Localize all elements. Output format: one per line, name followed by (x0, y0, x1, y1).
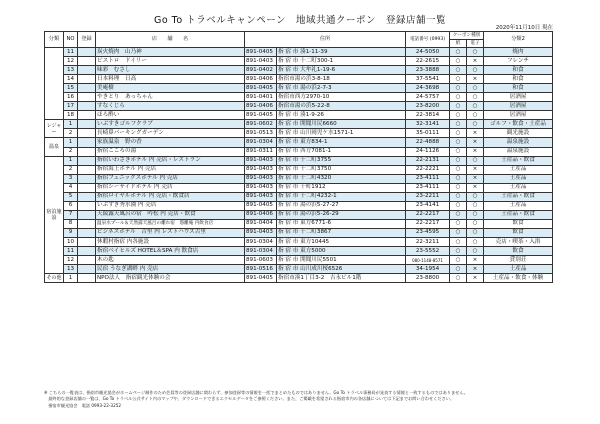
category2: 和食 (484, 84, 553, 93)
address: 指 宿 市 開聞川尻6660 (277, 120, 406, 129)
table-row (45, 237, 553, 246)
coupon-electronic: × (467, 147, 484, 156)
category2: 温泉施設 (484, 147, 553, 156)
row-touroku (78, 237, 96, 246)
shop-name: 天綾露天風呂の宿 吟松 内 売店・飲食 (96, 210, 245, 219)
shop-name: 長崎鼻パーキングガーデン (96, 129, 245, 138)
table-row (45, 75, 553, 84)
shop-name: 美庵樹 (96, 84, 245, 93)
zip-code: 891-0403 (245, 174, 277, 183)
coupon-paper: ○ (450, 183, 467, 192)
coupon-electronic: ○ (467, 120, 484, 129)
phone: 23-4111 (406, 183, 450, 192)
shop-name: 炭火焼肉 山乃神 (96, 48, 245, 57)
coupon-electronic: ○ (467, 111, 484, 120)
address: 指 宿 市 大牟礼1-19-6 (277, 66, 406, 75)
category2: 飲食 (484, 219, 553, 228)
category2: 居酒屋 (484, 111, 553, 120)
row-no: 12 (64, 256, 78, 265)
zip-code: 891-0401 (245, 93, 277, 102)
coupon-paper: ○ (450, 138, 467, 147)
table-row (45, 256, 553, 265)
address: 指宿市湯の浜3-8-18 (277, 75, 406, 84)
phone: 22-2131 (406, 156, 450, 165)
row-touroku (78, 156, 96, 165)
coupon-electronic: ○ (467, 201, 484, 210)
shop-name: 家族温泉 野の香 (96, 138, 245, 147)
coupon-paper: ○ (450, 265, 467, 274)
coupon-electronic: ○ (467, 247, 484, 256)
shop-name: 民宿 うなぎ湖畔 内 売店 (96, 265, 245, 274)
shop-name: ほろ酔い (96, 111, 245, 120)
row-no: 1 (64, 138, 78, 147)
zip-code: 891-0403 (245, 192, 277, 201)
row-no: 11 (64, 247, 78, 256)
coupon-paper: ○ (450, 219, 467, 228)
table-row (45, 274, 553, 283)
shop-name: いぶすき秀水園 内 売店 (96, 201, 245, 210)
table-row (45, 156, 553, 165)
address: 指 宿 市 湯の浜5-26-29 (277, 210, 406, 219)
coupon-electronic: × (467, 256, 484, 265)
zip-code: 891-0603 (245, 256, 277, 265)
row-touroku (78, 147, 96, 156)
zip-code: 891-0406 (245, 102, 277, 111)
shop-name: 休暇村指宿 内各施設 (96, 237, 245, 246)
coupon-paper: ○ (450, 120, 467, 129)
table-row (45, 129, 553, 138)
category2: 土産品・飲食・体験 (484, 274, 553, 283)
coupon-electronic: ○ (467, 102, 484, 111)
shop-name: やきとり あっちゃん (96, 93, 245, 102)
phone: 24-5757 (406, 93, 450, 102)
header-shop: 店 舗 名 (96, 32, 245, 48)
header-electronic: 電子 (467, 40, 484, 48)
table-row (45, 228, 553, 237)
table-row (45, 174, 553, 183)
phone: 22-3814 (406, 111, 450, 120)
shop-name: 木の匙 (96, 256, 245, 265)
zip-code: 891-0304 (245, 237, 277, 246)
coupon-paper: ○ (450, 129, 467, 138)
table-row (45, 192, 553, 201)
address: 指 宿 市 十二町300-1 (277, 57, 406, 66)
row-touroku (78, 120, 96, 129)
coupon-electronic: × (467, 129, 484, 138)
phone: 23-8200 (406, 102, 450, 111)
zip-code: 891-0405 (245, 48, 277, 57)
table-row (45, 138, 553, 147)
zip-code: 891-0402 (245, 66, 277, 75)
phone: 23-4111 (406, 174, 450, 183)
shop-name: 指宿いわさきホテル 内 売店・レストラン (96, 156, 245, 165)
address: 指 宿 市 湯の浜2-7-3 (277, 84, 406, 93)
category-cell: レジャー (45, 120, 64, 138)
zip-code: 891-0304 (245, 247, 277, 256)
coupon-electronic: ○ (467, 84, 484, 93)
zip-code: 891-0602 (245, 120, 277, 129)
category-cell: 宿泊施設 (45, 156, 64, 274)
shop-name: 日本料理 日高 (96, 75, 245, 84)
table-row (45, 165, 553, 174)
phone: 24-5050 (406, 48, 450, 57)
coupon-electronic: ○ (467, 93, 484, 102)
row-touroku (78, 210, 96, 219)
category2: 温泉施設 (484, 138, 553, 147)
phone: 37-5541 (406, 75, 450, 84)
address: 指 宿 市 西方7081-1 (277, 147, 406, 156)
category2: 焼肉 (484, 48, 553, 57)
phone: 23-8800 (406, 274, 450, 283)
row-no: 15 (64, 84, 78, 93)
row-no: 8 (64, 219, 78, 228)
category2: 土産品・飲食 (484, 210, 553, 219)
category2: 和食 (484, 66, 553, 75)
table-row (45, 219, 553, 228)
zip-code: 891-0405 (245, 84, 277, 93)
category2: 土産品・飲食 (484, 192, 553, 201)
phone: 34-1954 (406, 265, 450, 274)
table-row (45, 147, 553, 156)
row-touroku (78, 174, 96, 183)
coupon-paper: ○ (450, 48, 467, 57)
coupon-paper: ○ (450, 210, 467, 219)
table-row (45, 66, 553, 75)
table-row (45, 84, 553, 93)
address: 指 宿 市 十二町3755 (277, 156, 406, 165)
address: 指 宿 市 開聞川尻5501 (277, 256, 406, 265)
phone: 22-2217 (406, 219, 450, 228)
table-row (45, 111, 553, 120)
category2: 土産品 (484, 183, 553, 192)
phone: 35-0111 (406, 129, 450, 138)
as-of-date: 2020年11月10日 現在 (495, 25, 553, 31)
coupon-electronic: ○ (467, 237, 484, 246)
table-row (45, 57, 553, 66)
header-tel: 電話番号 (0993) (406, 32, 450, 48)
address: 指 宿 市 十二町4320 (277, 174, 406, 183)
category2: 土産品 (484, 201, 553, 210)
row-touroku (78, 111, 96, 120)
header-paper: 紙 (450, 40, 467, 48)
note-line: ※ こちらの一覧表は、指宿市観光協会がホームページ制作のため会員等の登録店舗に関わらず、参加登録等の情報を一括でまとめたものではありません。Go To トラベル事務局が発表する情報と一致するものではありません。 (44, 390, 468, 395)
address: 指 宿 市 十町1912 (277, 183, 406, 192)
note-line: 指宿市観光協会 電話 0993-22-3252 (44, 402, 122, 408)
zip-code: 891-0403 (245, 57, 277, 66)
category2: 居酒屋 (484, 102, 553, 111)
row-touroku (78, 192, 96, 201)
row-no: 18 (64, 111, 78, 120)
coupon-paper: ○ (450, 165, 467, 174)
category2: 和食 (484, 75, 553, 84)
row-touroku (78, 48, 96, 57)
phone: 080-1148-8571 (406, 256, 450, 265)
category2: ゴルフ・飲食・土産品 (484, 120, 553, 129)
header-coupon: クーポン種別 (450, 32, 484, 40)
coupon-paper: ○ (450, 201, 467, 210)
row-no: 2 (64, 129, 78, 138)
row-no: 13 (64, 265, 78, 274)
row-no: 5 (64, 192, 78, 201)
shop-name: 指宿海上ホテル 内 売店 (96, 165, 245, 174)
header-bunrui: 分類 (45, 32, 64, 48)
category-cell: その他 (46, 275, 62, 282)
phone: 22-2615 (406, 57, 450, 66)
zip-code: 891-0405 (245, 201, 277, 210)
row-touroku (78, 183, 96, 192)
zip-code: 891-0403 (245, 156, 277, 165)
row-no: 3 (64, 174, 78, 183)
category2: 土産品・飲食 (484, 156, 553, 165)
row-no: 17 (64, 102, 78, 111)
address: 指 宿 市 山川成川桜6526 (277, 265, 406, 274)
coupon-paper: ○ (450, 111, 467, 120)
coupon-electronic: ○ (467, 156, 484, 165)
address: 指 宿 市 山川岡児ケ水1571-1 (277, 129, 406, 138)
zip-code: 891-0403 (245, 165, 277, 174)
row-no: 13 (64, 66, 78, 75)
category2: 居酒屋 (484, 93, 553, 102)
coupon-electronic: ○ (467, 210, 484, 219)
address: 指 宿 市 十二町3867 (277, 228, 406, 237)
zip-code: 891-0406 (245, 210, 277, 219)
phone: 23-3888 (406, 66, 450, 75)
coupon-electronic: ○ (467, 66, 484, 75)
table-row (45, 183, 553, 192)
shop-name: 指宿こころの湯 (96, 147, 245, 156)
address: 指宿市湊1丁目3-2 吉永ビル1階 (277, 274, 406, 283)
category2: 観光施設 (484, 129, 553, 138)
category2: 売店・喫茶・入浴 (484, 237, 553, 246)
row-touroku (78, 102, 96, 111)
address: 指宿市西方2970-10 (277, 93, 406, 102)
coupon-electronic: × (467, 165, 484, 174)
row-no: 9 (64, 228, 78, 237)
zip-code: 891-0404 (245, 219, 277, 228)
row-touroku (78, 201, 96, 210)
coupon-electronic: ○ (467, 48, 484, 57)
coupon-electronic: × (467, 183, 484, 192)
coupon-paper: ○ (450, 57, 467, 66)
row-touroku (78, 265, 96, 274)
shop-name: NPO法人 指宿観光体験の会 (96, 274, 245, 283)
zip-code: 891-0516 (245, 265, 277, 274)
page-title: Go To トラベルキャンペーン 地域共通クーポン 登録店舗一覧 (153, 15, 447, 26)
category-cell: 温泉 (45, 138, 64, 156)
coupon-paper: ○ (450, 274, 467, 283)
row-touroku (78, 129, 96, 138)
row-no: 2 (64, 147, 78, 156)
phone: 22-2221 (406, 165, 450, 174)
coupon-electronic: × (467, 265, 484, 274)
address: 指 宿 市 湊1-11-39 (277, 48, 406, 57)
coupon-electronic: ○ (467, 228, 484, 237)
coupon-electronic: × (467, 75, 484, 84)
address: 指 宿 市 湯の浜5-27-27 (277, 201, 406, 210)
row-touroku (78, 165, 96, 174)
zip-code: 891-0311 (245, 147, 277, 156)
shop-name: 指宿ロイヤルホテル 内 売店・飲食店 (96, 192, 245, 201)
store-table (44, 31, 553, 283)
address: 指 宿 市 東方10445 (277, 237, 406, 246)
table-row (45, 48, 553, 57)
coupon-electronic: ○ (467, 192, 484, 201)
coupon-electronic: × (467, 138, 484, 147)
table-row (45, 201, 553, 210)
phone: 32-3141 (406, 120, 450, 129)
coupon-paper: ○ (450, 237, 467, 246)
shop-name: 指宿フェニックスホテル 内 売店 (96, 174, 245, 183)
row-touroku (78, 274, 96, 283)
table-row (45, 120, 553, 129)
shop-name: 指宿シーサイドホテル 内 売店 (96, 183, 245, 192)
coupon-paper: ○ (450, 174, 467, 183)
header-no: NO (64, 32, 78, 48)
table-row (45, 247, 553, 256)
category2: 貸別荘 (484, 256, 553, 265)
row-no: 12 (64, 57, 78, 66)
zip-code: 891-0405 (245, 111, 277, 120)
zip-code: 891-0405 (245, 274, 277, 283)
address: 指 宿 市 十二町3750 (277, 165, 406, 174)
table-row (45, 210, 553, 219)
row-touroku (78, 84, 96, 93)
row-no: 14 (64, 75, 78, 84)
note-line: 最終的な登録店舗の一覧は、Go To トラベル公式サイト内のマップや、ダウンロードできるエクセルデータをご参照ください。また、ご掲載を希望される指宿市内の各店舗については下記までお問い合わせください。 (44, 396, 455, 402)
row-no: 1 (64, 274, 78, 283)
coupon-electronic: ○ (467, 219, 484, 228)
row-no: 2 (64, 165, 78, 174)
zip-code: 891-0403 (245, 183, 277, 192)
category2: 土産品 (484, 174, 553, 183)
phone: 23-4141 (406, 201, 450, 210)
row-touroku (78, 66, 96, 75)
table-row (45, 265, 553, 274)
zip-code: 891-0403 (245, 228, 277, 237)
shop-name: 味彩 むさし (96, 66, 245, 75)
address: 指 宿 市 東方5000 (277, 247, 406, 256)
coupon-electronic: × (467, 57, 484, 66)
row-touroku (78, 256, 96, 265)
category2: 飲食 (484, 247, 553, 256)
phone: 22-2217 (406, 210, 450, 219)
row-touroku (78, 219, 96, 228)
shop-name: ビストロ ドイリー (96, 57, 245, 66)
shop-name: すなくじら (96, 102, 245, 111)
table-row (45, 102, 553, 111)
phone: 24-3698 (406, 84, 450, 93)
row-no: 10 (64, 237, 78, 246)
phone: 23-4595 (406, 228, 450, 237)
phone: 23-5552 (406, 247, 450, 256)
category2: 土産品 (484, 165, 553, 174)
coupon-paper: ○ (450, 247, 467, 256)
coupon-paper: ○ (450, 228, 467, 237)
phone: 23-2211 (406, 192, 450, 201)
row-touroku (78, 247, 96, 256)
row-touroku (78, 138, 96, 147)
row-no: 1 (64, 120, 78, 129)
coupon-paper: ○ (450, 66, 467, 75)
row-no: 1 (64, 156, 78, 165)
address: 指 宿 市 東方834-1 (277, 138, 406, 147)
row-no: 16 (64, 93, 78, 102)
address: 指 宿 市 東方6771-6 (277, 219, 406, 228)
coupon-paper: ○ (450, 75, 467, 84)
header-bunrui2: 分類2 (484, 32, 553, 48)
shop-name: ビジネスホテル 古里 内 レストハウス古里 (96, 228, 245, 237)
coupon-paper: ○ (450, 147, 467, 156)
zip-code: 891-0304 (245, 138, 277, 147)
table-header (45, 32, 553, 40)
category2: 土産品 (484, 265, 553, 274)
table-row (45, 93, 553, 102)
row-touroku (78, 228, 96, 237)
phone: 22-3211 (406, 237, 450, 246)
footnotes (44, 390, 556, 409)
coupon-paper: ○ (450, 256, 467, 265)
header-touroku: 登録 (78, 32, 96, 48)
address: 指 宿 市 湊1-9-26 (277, 111, 406, 120)
zip-code: 891-0513 (245, 129, 277, 138)
address: 指宿市湯の浜5-22-8 (277, 102, 406, 111)
row-touroku (78, 57, 96, 66)
shop-name: 指宿ベイヒルズ HOTEL＆SPA 内 飲食店 (96, 247, 245, 256)
coupon-paper: ○ (450, 192, 467, 201)
row-no: 6 (64, 201, 78, 210)
shop-name: いぶすきゴルフクラブ (96, 120, 245, 129)
coupon-electronic: × (467, 274, 484, 283)
coupon-paper: ○ (450, 93, 467, 102)
row-no: 4 (64, 183, 78, 192)
address: 指 宿 市 十二町4232-1 (277, 192, 406, 201)
phone: 22-4888 (406, 138, 450, 147)
row-touroku (78, 75, 96, 84)
row-no: 11 (64, 48, 78, 57)
coupon-paper: ○ (450, 102, 467, 111)
zip-code: 891-0406 (245, 75, 277, 84)
row-no: 7 (64, 210, 78, 219)
category-cell (45, 48, 64, 120)
coupon-electronic: × (467, 174, 484, 183)
coupon-paper: ○ (450, 156, 467, 165)
category2: フレンチ (484, 57, 553, 66)
shop-name: 温泉水プール＆天然露天風呂の離れ宿 悠離庵 内飲食店 (96, 219, 245, 228)
row-touroku (78, 93, 96, 102)
coupon-paper: ○ (450, 84, 467, 93)
phone: 24-1126 (406, 147, 450, 156)
category2: 飲食 (484, 228, 553, 237)
header-address: 住所 (245, 32, 406, 48)
